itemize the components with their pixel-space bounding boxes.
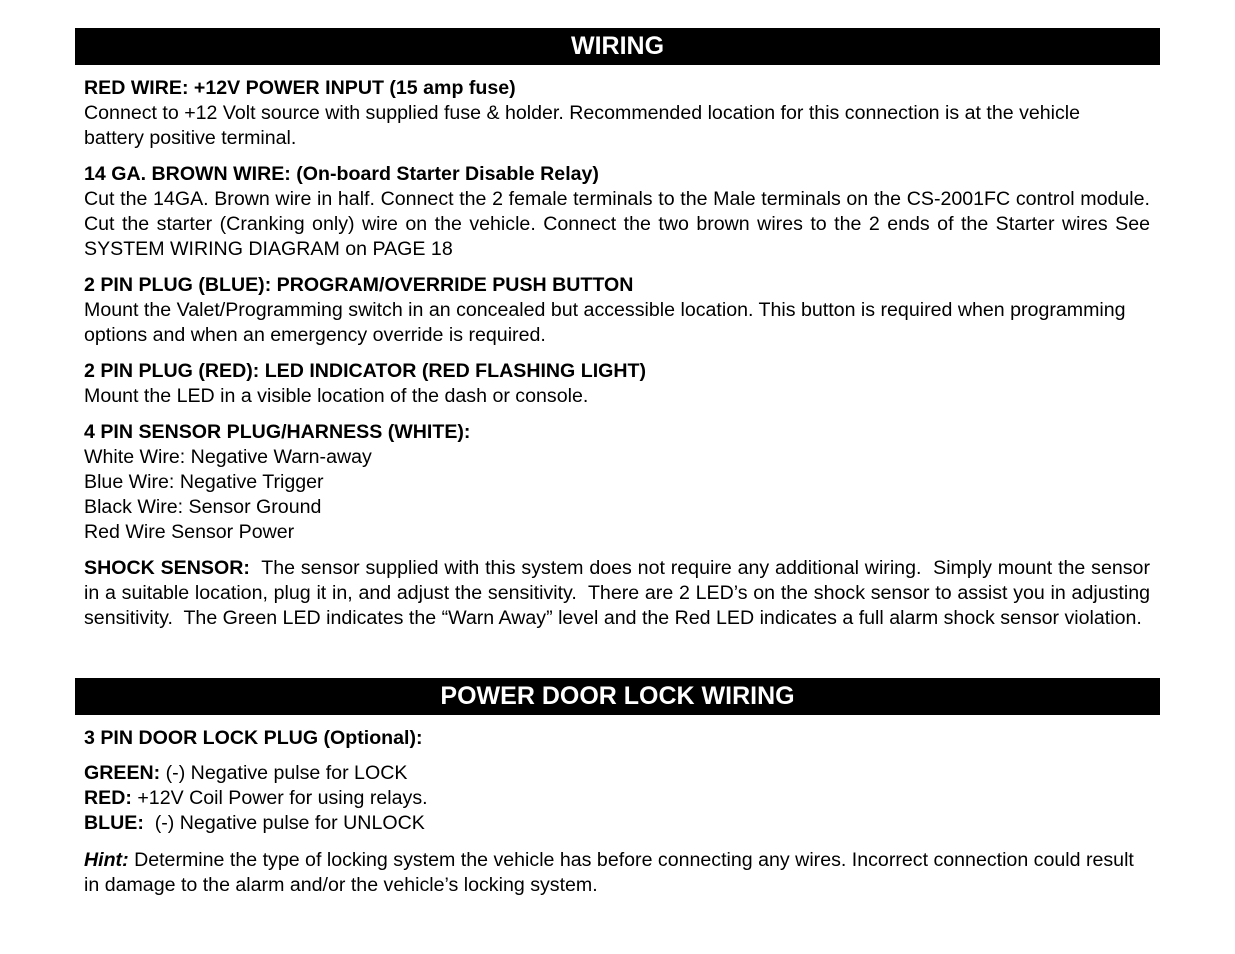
- hint-body: Determine the type of locking system the vehicle has before connecting any wires. Incorrect connection could result in damage to the alarm and/or the vehicle’s locking system.: [84, 849, 1134, 896]
- blue-text: (-) Negative pulse for UNLOCK: [143, 812, 425, 834]
- blue-plug-body: Mount the Valet/Programming switch in an concealed but accessible location. This button is required when programming options and when an emergency override is required.: [84, 299, 1126, 346]
- red-label: RED:: [84, 787, 132, 809]
- hint-section: [84, 848, 1150, 898]
- green-text: (-) Negative pulse for LOCK: [160, 762, 408, 784]
- red-plug-body: Mount the LED in a visible location of the dash or console.: [84, 385, 589, 407]
- door-lock-wire-red: [84, 786, 1150, 811]
- red-plug-section: [84, 359, 1150, 409]
- shock-sensor-body: The sensor supplied with this system does not require any additional wiring. Simply mount the sensor in a suitable location, plug it in, and adjust the sensitivity. There are 2 LED’s on the shock sensor to assist you in adjusting sensitivity. The Green LED indicates the “Warn Away” level and the Red LED indicates a full alarm shock sensor violation.: [84, 557, 1156, 629]
- red-wire-section: [84, 76, 1150, 151]
- door-lock-plug-section: [84, 726, 1150, 751]
- door-lock-wires-section: [84, 761, 1150, 836]
- blue-plug-heading: 2 PIN PLUG (BLUE): PROGRAM/OVERRIDE PUSH BUTTON: [84, 274, 634, 296]
- red-wire-heading: RED WIRE: +12V POWER INPUT (15 amp fuse): [84, 77, 516, 99]
- sensor-wire-line: Blue Wire: Negative Trigger: [84, 471, 324, 493]
- red-plug-heading: 2 PIN PLUG (RED): LED INDICATOR (RED FLASHING LIGHT): [84, 360, 647, 382]
- hint-paragraph: [84, 848, 1146, 898]
- door-lock-plug-heading: 3 PIN DOOR LOCK PLUG (Optional):: [84, 727, 423, 749]
- brown-wire-body: Cut the 14GA. Brown wire in half. Connect the 2 female terminals to the Male terminals on the CS-2001FC control module. Cut the starter (Cranking only) wire on the vehicle. Connect the two brown wires to the 2 ends of the Starter wires See SYSTEM WIRING DIAGRAM on PAGE 18: [84, 188, 1150, 260]
- sensor-wire-line: White Wire: Negative Warn-away: [84, 446, 372, 468]
- wiring-banner: WIRING: [75, 28, 1160, 65]
- brown-wire-heading: 14 GA. BROWN WIRE: (On-board Starter Disable Relay): [84, 163, 599, 185]
- green-label: GREEN:: [84, 762, 161, 784]
- blue-plug-section: [84, 273, 1150, 348]
- red-text: +12V Coil Power for using relays.: [131, 787, 428, 809]
- brown-wire-section: [84, 162, 1150, 262]
- shock-sensor-paragraph: [84, 556, 1156, 631]
- shock-sensor-section: [84, 556, 1156, 631]
- sensor-plug-section: [84, 420, 1150, 545]
- shock-sensor-label: SHOCK SENSOR:: [84, 557, 250, 579]
- door-lock-wire-green: [84, 761, 1150, 786]
- blue-label: BLUE:: [84, 812, 144, 834]
- sensor-wire-line: Red Wire Sensor Power: [84, 521, 295, 543]
- power-door-lock-banner: POWER DOOR LOCK WIRING: [75, 678, 1160, 715]
- red-wire-body: Connect to +12 Volt source with supplied fuse & holder. Recommended location for this connection is at the vehicle battery positive terminal.: [84, 102, 1081, 149]
- sensor-plug-heading: 4 PIN SENSOR PLUG/HARNESS (WHITE):: [84, 421, 471, 443]
- hint-label: Hint:: [84, 849, 129, 871]
- door-lock-wire-blue: [84, 811, 1150, 836]
- sensor-wire-line: Black Wire: Sensor Ground: [84, 496, 322, 518]
